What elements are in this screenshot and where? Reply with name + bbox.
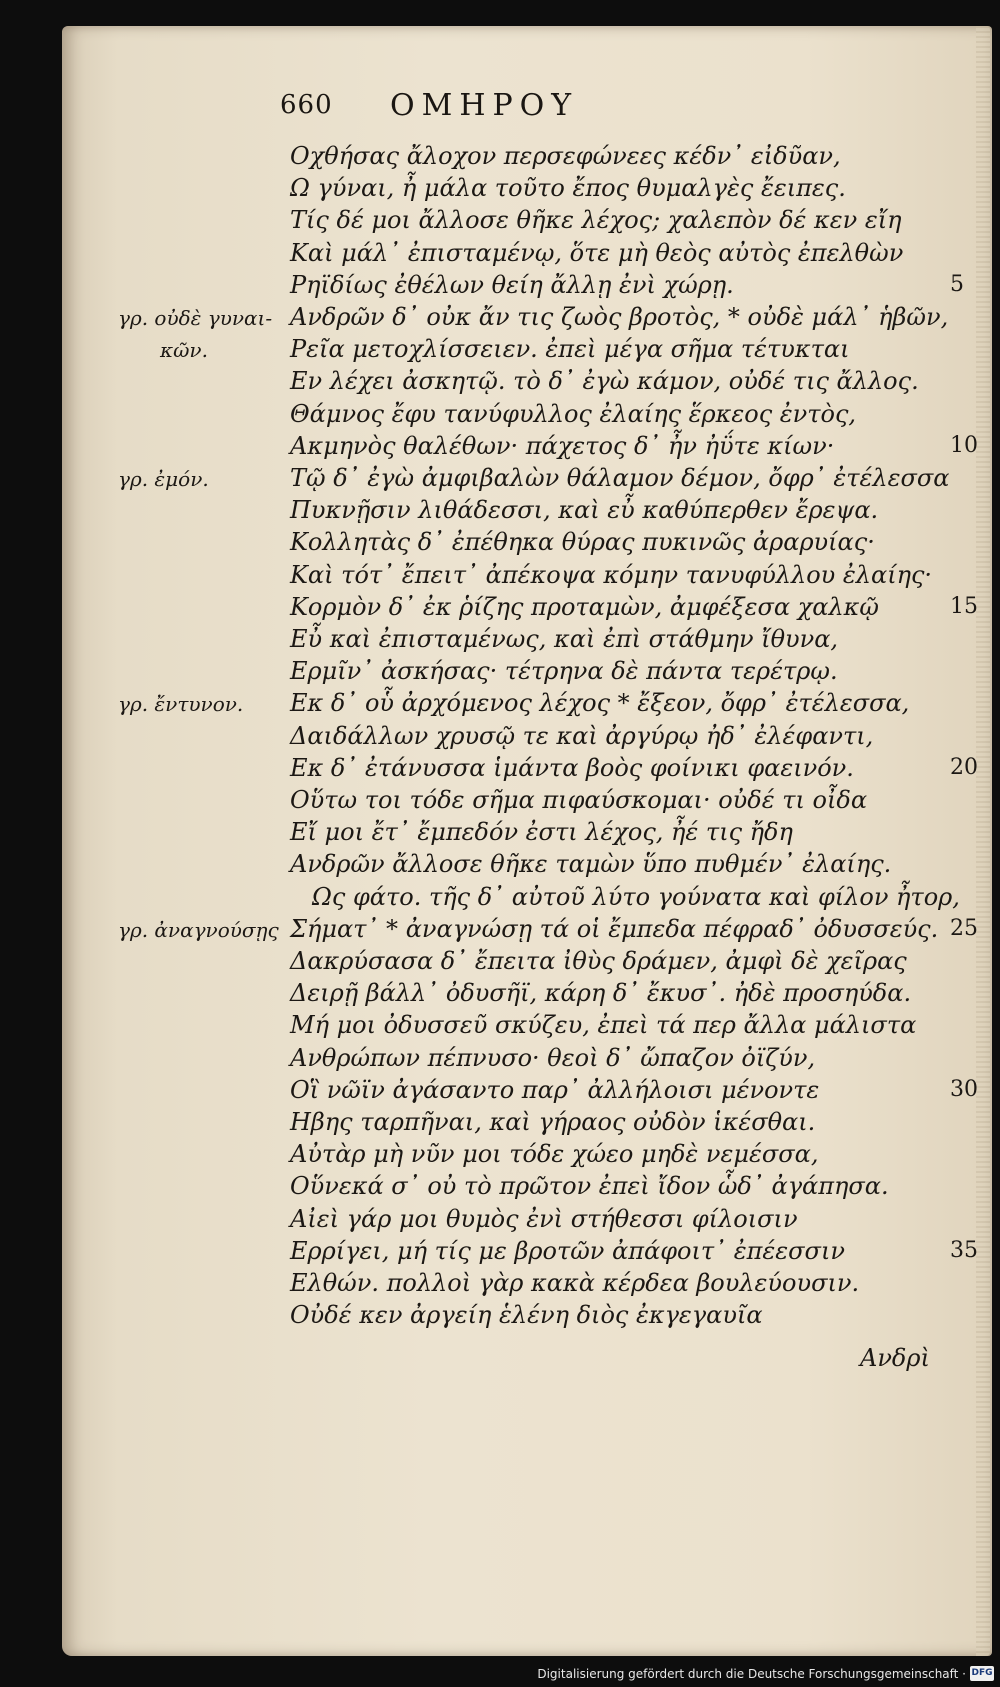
verse-text: Ερμῖν᾽ ἀσκήσας· τέτρηνα δὲ πάντα τερέτρῳ. (290, 657, 838, 686)
catchword: Ανδρὶ (860, 1344, 930, 1372)
verse-text: Εν λέχει ἀσκητῷ. τὸ δ᾽ ἐγὼ κάμον, οὐδέ τις ἄλλος. (290, 367, 919, 396)
margin-variant-note: γρ. οὐδὲ γυναι- (118, 306, 273, 330)
verse-text: Εκ δ᾽ ἐτάνυσσα ἱμάντα βοὸς φοίνικι φαεινόν. (290, 753, 854, 782)
verse-text: Ανθρώπων πέπνυσο· θεοὶ δ᾽ ὤπαζον ὀϊζύν, (290, 1043, 816, 1072)
verse-text: Δακρύσασα δ᾽ ἔπειτα ἰθὺς δράμεν, ἀμφὶ δὲ χεῖρας (290, 947, 907, 975)
page-number: 660 (280, 90, 333, 120)
verse-text: Δαιδάλλων χρυσῷ τε καὶ ἀργύρῳ ἠδ᾽ ἐλέφαντι, (290, 721, 874, 750)
verse-text: Μή μοι ὀδυσσεῦ σκύζευ, ἐπεὶ τά περ ἄλλα μάλιστα (290, 1011, 917, 1040)
verse-text: Θάμνος ἔφυ τανύφυλλος ἐλαίης ἕρκεος ἐντὸς, (290, 399, 857, 428)
verse-text: Ανδρῶν δ᾽ οὐκ ἄν τις ζωὸς βροτὸς, * οὐδὲ μάλ᾽ ἡβῶν, (290, 303, 949, 331)
verse-text: Εκ δ᾽ οὗ ἀρχόμενος λέχος * ἔξεον, ὄφρ᾽ ἐτέλεσσα, (290, 689, 910, 718)
verse-text: Οὕνεκά σ᾽ οὐ τὸ πρῶτον ἐπεὶ ἴδον ὧδ᾽ ἀγάπησα. (290, 1172, 889, 1201)
verse-text: Αἰεὶ γάρ μοι θυμὸς ἐνὶ στήθεσσι φίλοισιν (290, 1204, 798, 1233)
verse-text: Εὖ καὶ ἐπισταμένως, καὶ ἐπὶ στάθμην ἴθυνα, (290, 625, 839, 653)
margin-variant-note: γρ. ἐμόν. (118, 467, 209, 491)
line-number: 5 (950, 271, 964, 297)
verse-text: Κολλητὰς δ᾽ ἐπέθηκα θύρας πυκινῶς ἀραρυίας· (290, 528, 875, 557)
verse-text: Τῷ δ᾽ ἐγὼ ἀμφιβαλὼν θάλαμον δέμον, ὄφρ᾽ ἐτέλεσσα (290, 464, 950, 492)
verse-text: Ερρίγει, μή τίς με βροτῶν ἀπάφοιτ᾽ ἐπέεσσιν (290, 1236, 845, 1265)
margin-variant-note: γρ. ἀναγνούσῃς (118, 917, 279, 942)
verse-text: Ελθών. πολλοὶ γὰρ κακὰ κέρδεα βουλεύουσιν. (290, 1269, 860, 1297)
margin-variant-note: κῶν. (160, 338, 208, 363)
digitization-footer (0, 1664, 1000, 1687)
verse-text: Ακμηνὸς θαλέθων· πάχετος δ᾽ ἦν ἠΰτε κίων· (290, 431, 835, 460)
verse-text: Πυκνῇσιν λιθάδεσσι, καὶ εὖ καθύπερθεν ἔρεψα. (290, 496, 879, 525)
verse-text: Οἳ νῶϊν ἀγάσαντο παρ᾽ ἀλλήλοισι μένοντε (290, 1075, 820, 1104)
margin-variant-note: γρ. ἔντυνον. (118, 692, 244, 717)
verse-text: Καὶ τότ᾽ ἔπειτ᾽ ἀπέκοψα κόμην τανυφύλλου ἐλαίης· (290, 560, 933, 589)
verse-text: Οχθήσας ἄλοχον περσεφώνεες κέδν᾽ εἰδῦαν, (290, 142, 841, 170)
verse-text: Ως φάτο. τῆς δ᾽ αὐτοῦ λύτο γούνατα καὶ φίλον ἦτορ, (312, 882, 960, 911)
verse-text: Σήματ᾽ * ἀναγνώσῃ τά οἱ ἔμπεδα πέφραδ᾽ ὀδυσσεύς. (290, 914, 939, 943)
verse-text: Αὐτὰρ μὴ νῦν μοι τόδε χώεο μηδὲ νεμέσσα, (290, 1140, 819, 1169)
verse-text: Κορμὸν δ᾽ ἐκ ῥίζης προταμὼν, ἀμφέξεσα χαλκῷ (290, 592, 879, 621)
verse-text: Ρεῖα μετοχλίσσειεν. ἐπεὶ μέγα σῆμα τέτυκται (290, 335, 850, 364)
line-number: 30 (950, 1076, 978, 1102)
line-number: 10 (950, 432, 978, 458)
line-number: 20 (950, 754, 978, 780)
verse-text: Εἴ μοι ἔτ᾽ ἔμπεδόν ἐστι λέχος, ἦέ τις ἤδη (290, 818, 793, 847)
verse-text: Ανδρῶν ἄλλοσε θῆκε ταμὼν ὕπο πυθμέν᾽ ἐλαίης. (290, 850, 892, 879)
page-header (220, 90, 720, 130)
verse-text: Οὕτω τοι τόδε σῆμα πιφαύσκομαι· οὐδέ τι οἶδα (290, 786, 868, 814)
footer-credit: Digitalisierung gefördert durch die Deutsche Forschungsgemeinschaft · (537, 1667, 966, 1681)
verse-text: Τίς δέ μοι ἄλλοσε θῆκε λέχος; χαλεπὸν δέ κεν εἴη (290, 206, 902, 235)
line-number: 35 (950, 1237, 978, 1263)
verse-text: Καὶ μάλ᾽ ἐπισταμένῳ, ὅτε μὴ θεὸς αὐτὸς ἐπελθὼν (290, 238, 904, 267)
dfg-logo: DFG (970, 1666, 994, 1681)
line-number: 25 (950, 915, 978, 941)
verse-text: Οὐδέ κεν ἀργείη ἑλένη διὸς ἐκγεγαυῖα (290, 1301, 763, 1330)
verse-text: Ω γύναι, ἦ μάλα τοῦτο ἔπος θυμαλγὲς ἔειπες. (290, 174, 846, 203)
running-head: ΟΜΗΡΟΥ (390, 88, 579, 123)
line-number: 15 (950, 593, 978, 619)
verse-text: Δειρῇ βάλλ᾽ ὀδυσῆϊ, κάρη δ᾽ ἔκυσ᾽. ἠδὲ προσηύδα. (290, 979, 912, 1008)
verse-text: Ηβης ταρπῆναι, καὶ γήραος οὐδὸν ἱκέσθαι. (290, 1108, 816, 1136)
verse-text: Ρηϊδίως ἐθέλων θείη ἄλλῃ ἐνὶ χώρῃ. (290, 270, 734, 299)
